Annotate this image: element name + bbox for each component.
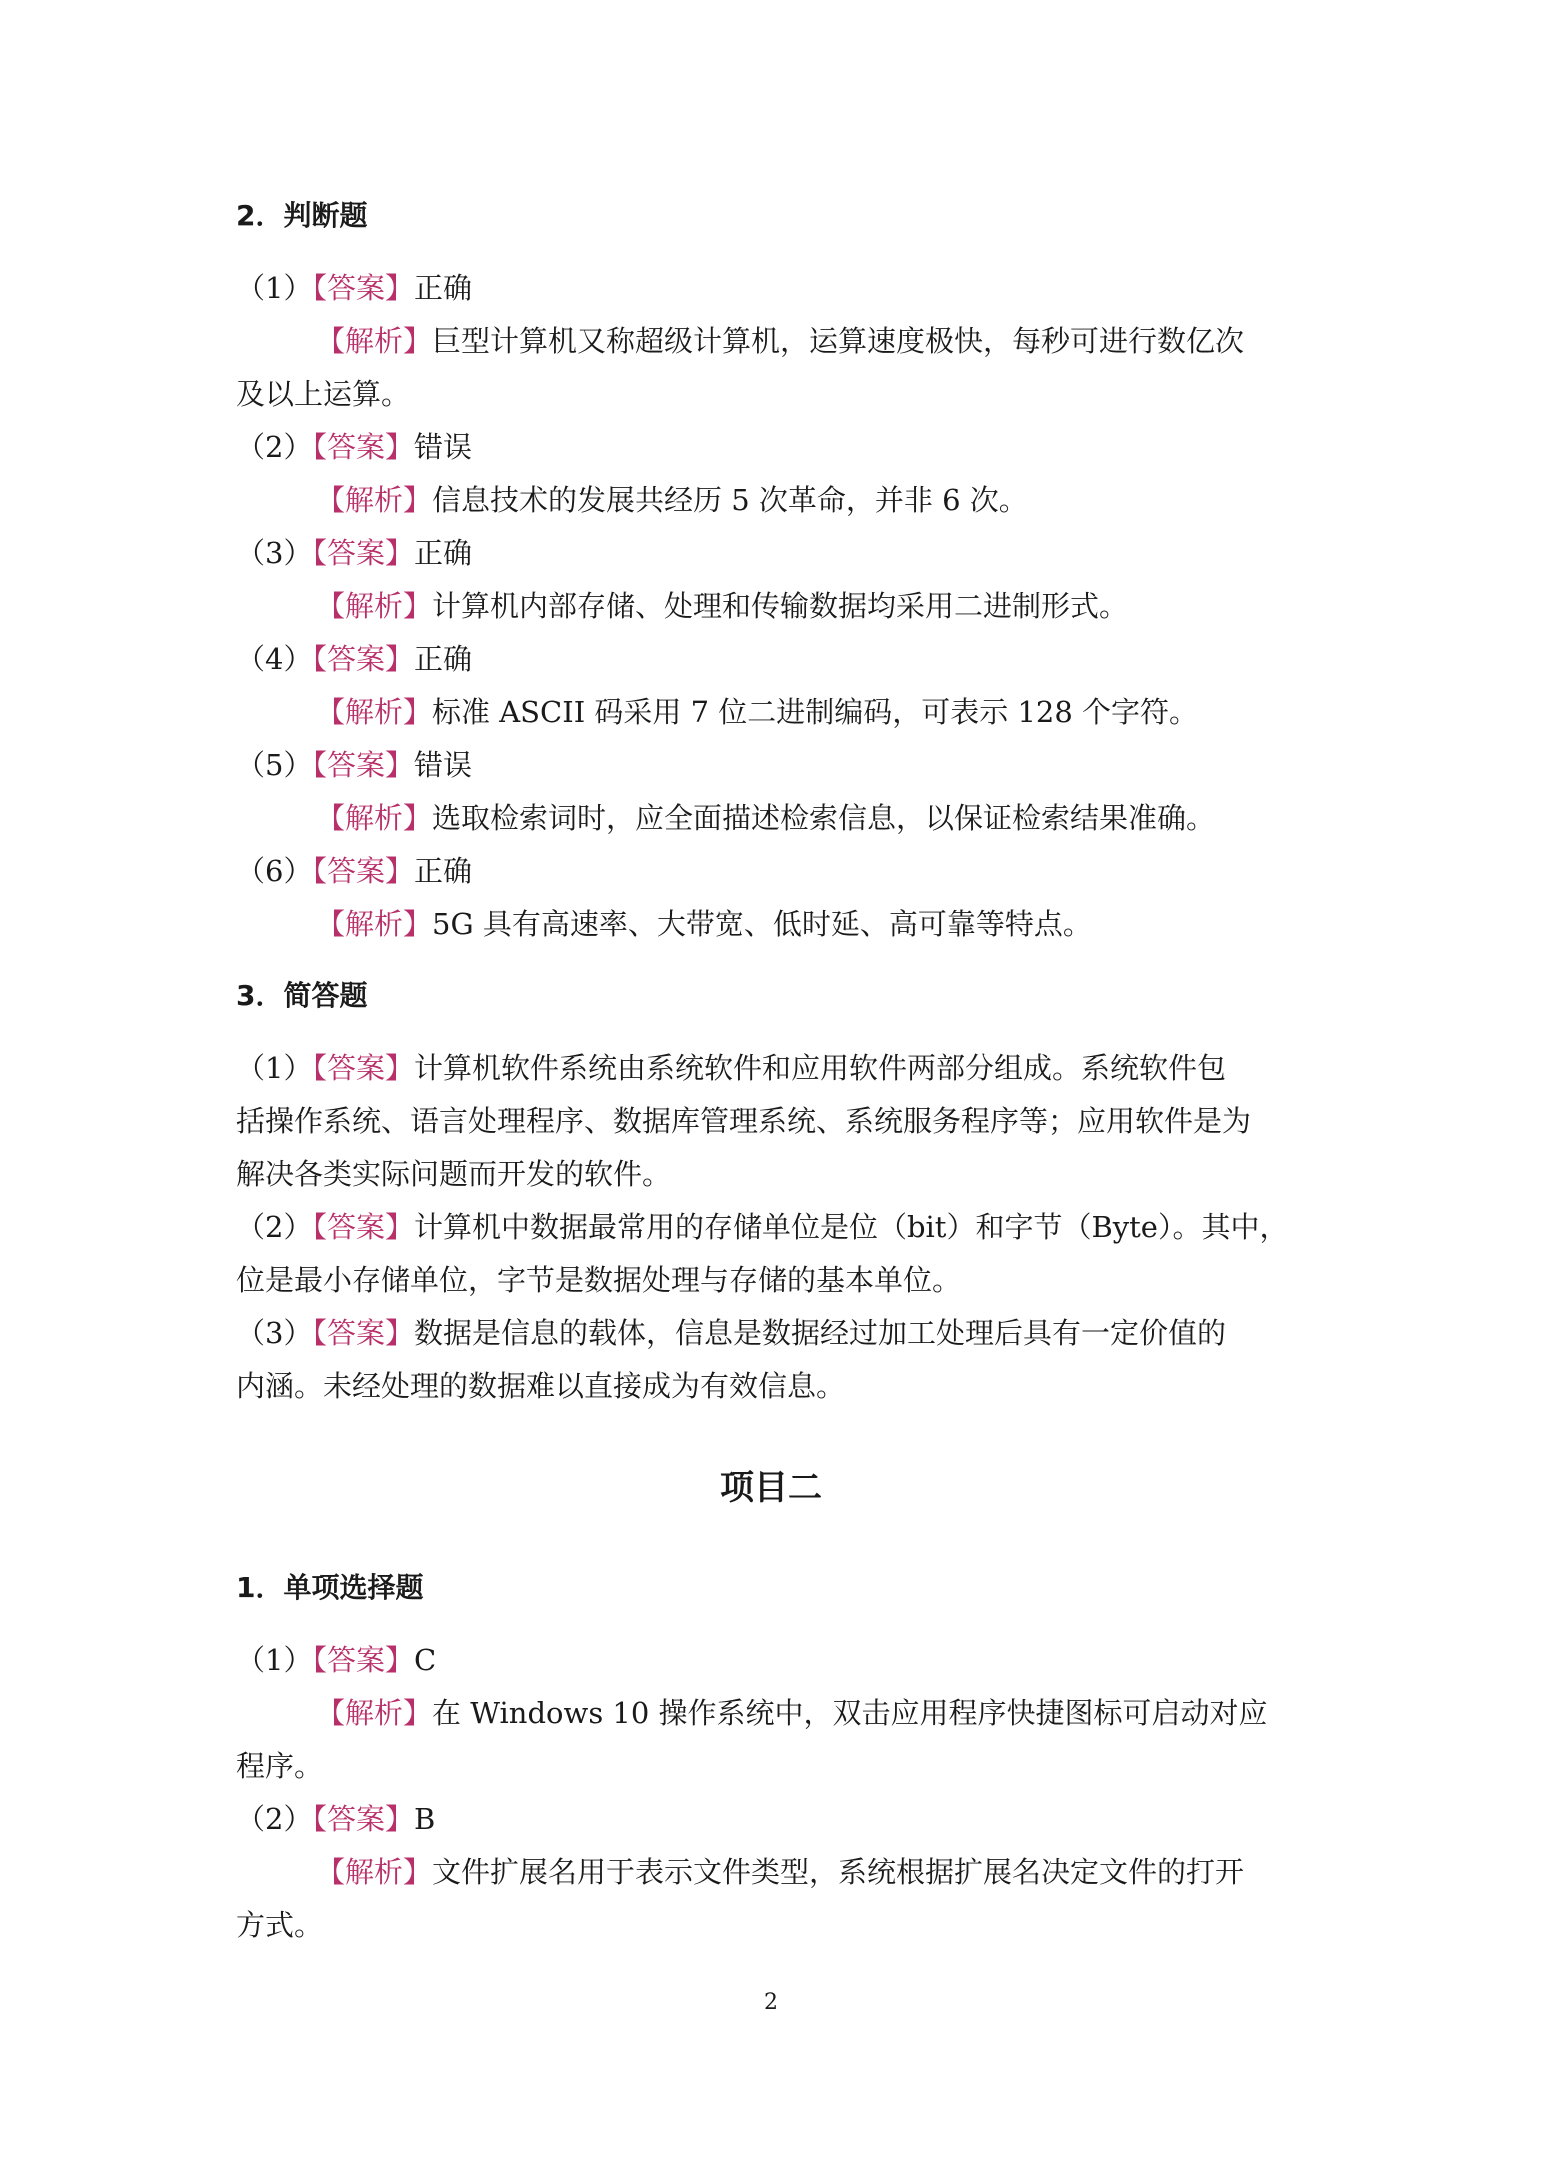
section-heading-short-answer: 3．简答题 (236, 979, 368, 1012)
answer-text: 计算机中数据最常用的存储单位是位（bit）和字节（Byte）。其中， (413, 1210, 1289, 1244)
judgment-item-3-answer (236, 527, 1326, 579)
answer-tag: 【答案】 (312, 1643, 414, 1677)
judgment-item-6-answer (236, 845, 1326, 897)
choice-item-2-answer (236, 1793, 1326, 1845)
answer-value: 错误 (413, 748, 472, 782)
judgment-item-1-analysis-cont: 及以上运算。 (236, 377, 411, 411)
answer-tag: 【答案】 (312, 1316, 414, 1350)
item-number: （6） (236, 854, 313, 888)
analysis-tag: 【解析】 (316, 907, 433, 941)
analysis-text: 巨型计算机又称超级计算机，运算速度极快，每秒可进行数亿次 (432, 324, 1245, 358)
answer-tag: 【答案】 (312, 1802, 414, 1836)
project-title: 项目二 (720, 1468, 822, 1508)
answer-value: C (413, 1643, 437, 1677)
analysis-tag: 【解析】 (316, 695, 433, 729)
choice-item-1-analysis-cont: 程序。 (236, 1749, 324, 1783)
judgment-item-1-analysis (236, 315, 1406, 367)
answer-tag: 【答案】 (312, 1051, 414, 1085)
item-number: （5） (236, 748, 313, 782)
analysis-tag: 【解析】 (316, 589, 433, 623)
item-number: （2） (236, 430, 313, 464)
short-answer-item-3 (236, 1307, 1326, 1359)
answer-tag: 【答案】 (312, 854, 414, 888)
short-answer-item-1-cont: 括操作系统、语言处理程序、数据库管理系统、系统服务程序等；应用软件是为 (236, 1104, 1252, 1138)
analysis-text: 计算机内部存储、处理和传输数据均采用二进制形式。 (432, 589, 1129, 623)
page-number: 2 (764, 1990, 778, 2015)
answer-value: 正确 (413, 642, 472, 676)
choice-item-2-analysis-cont: 方式。 (236, 1908, 324, 1942)
section-heading-single-choice: 1．单项选择题 (236, 1571, 424, 1604)
short-answer-item-1-cont2: 解决各类实际问题而开发的软件。 (236, 1157, 672, 1191)
answer-tag: 【答案】 (312, 642, 414, 676)
item-number: （2） (236, 1210, 313, 1244)
item-number: （4） (236, 642, 313, 676)
judgment-item-5-analysis (236, 792, 1406, 844)
judgment-item-1-answer (236, 262, 1326, 314)
choice-item-1-answer (236, 1634, 1326, 1686)
answer-tag: 【答案】 (312, 271, 414, 305)
answer-value: 正确 (413, 271, 472, 305)
judgment-item-5-answer (236, 739, 1326, 791)
judgment-item-4-analysis (236, 686, 1406, 738)
analysis-tag: 【解析】 (316, 324, 433, 358)
judgment-item-4-answer (236, 633, 1326, 685)
analysis-text: 5G 具有高速率、大带宽、低时延、高可靠等特点。 (432, 907, 1092, 941)
item-number: （1） (236, 271, 313, 305)
short-answer-item-2 (236, 1201, 1326, 1253)
analysis-text: 文件扩展名用于表示文件类型，系统根据扩展名决定文件的打开 (432, 1855, 1245, 1889)
choice-item-1-analysis (236, 1687, 1406, 1739)
analysis-text: 在 Windows 10 操作系统中，双击应用程序快捷图标可启动对应 (432, 1696, 1268, 1730)
answer-value: 正确 (413, 536, 472, 570)
judgment-item-3-analysis (236, 580, 1406, 632)
answer-text: 计算机软件系统由系统软件和应用软件两部分组成。系统软件包 (413, 1051, 1226, 1085)
analysis-tag: 【解析】 (316, 1696, 433, 1730)
analysis-tag: 【解析】 (316, 1855, 433, 1889)
judgment-item-6-analysis (236, 898, 1406, 950)
answer-tag: 【答案】 (312, 1210, 414, 1244)
answer-tag: 【答案】 (312, 430, 414, 464)
answer-value: B (413, 1802, 436, 1836)
item-number: （3） (236, 536, 313, 570)
short-answer-item-3-cont: 内涵。未经处理的数据难以直接成为有效信息。 (236, 1369, 846, 1403)
answer-tag: 【答案】 (312, 748, 414, 782)
judgment-item-2-analysis (236, 474, 1406, 526)
choice-item-2-analysis (236, 1846, 1406, 1898)
answer-text: 数据是信息的载体，信息是数据经过加工处理后具有一定价值的 (413, 1316, 1226, 1350)
short-answer-item-1 (236, 1042, 1326, 1094)
analysis-text: 信息技术的发展共经历 5 次革命，并非 6 次。 (432, 483, 1028, 517)
analysis-text: 选取检索词时，应全面描述检索信息，以保证检索结果准确。 (432, 801, 1216, 835)
item-number: （1） (236, 1051, 313, 1085)
item-number: （3） (236, 1316, 313, 1350)
answer-value: 错误 (413, 430, 472, 464)
item-number: （2） (236, 1802, 313, 1836)
answer-tag: 【答案】 (312, 536, 414, 570)
analysis-tag: 【解析】 (316, 483, 433, 517)
item-number: （1） (236, 1643, 313, 1677)
short-answer-item-2-cont: 位是最小存储单位，字节是数据处理与存储的基本单位。 (236, 1263, 962, 1297)
analysis-text: 标准 ASCII 码采用 7 位二进制编码，可表示 128 个字符。 (432, 695, 1199, 729)
section-heading-judgment: 2．判断题 (236, 199, 368, 232)
analysis-tag: 【解析】 (316, 801, 433, 835)
answer-value: 正确 (413, 854, 472, 888)
judgment-item-2-answer (236, 421, 1326, 473)
